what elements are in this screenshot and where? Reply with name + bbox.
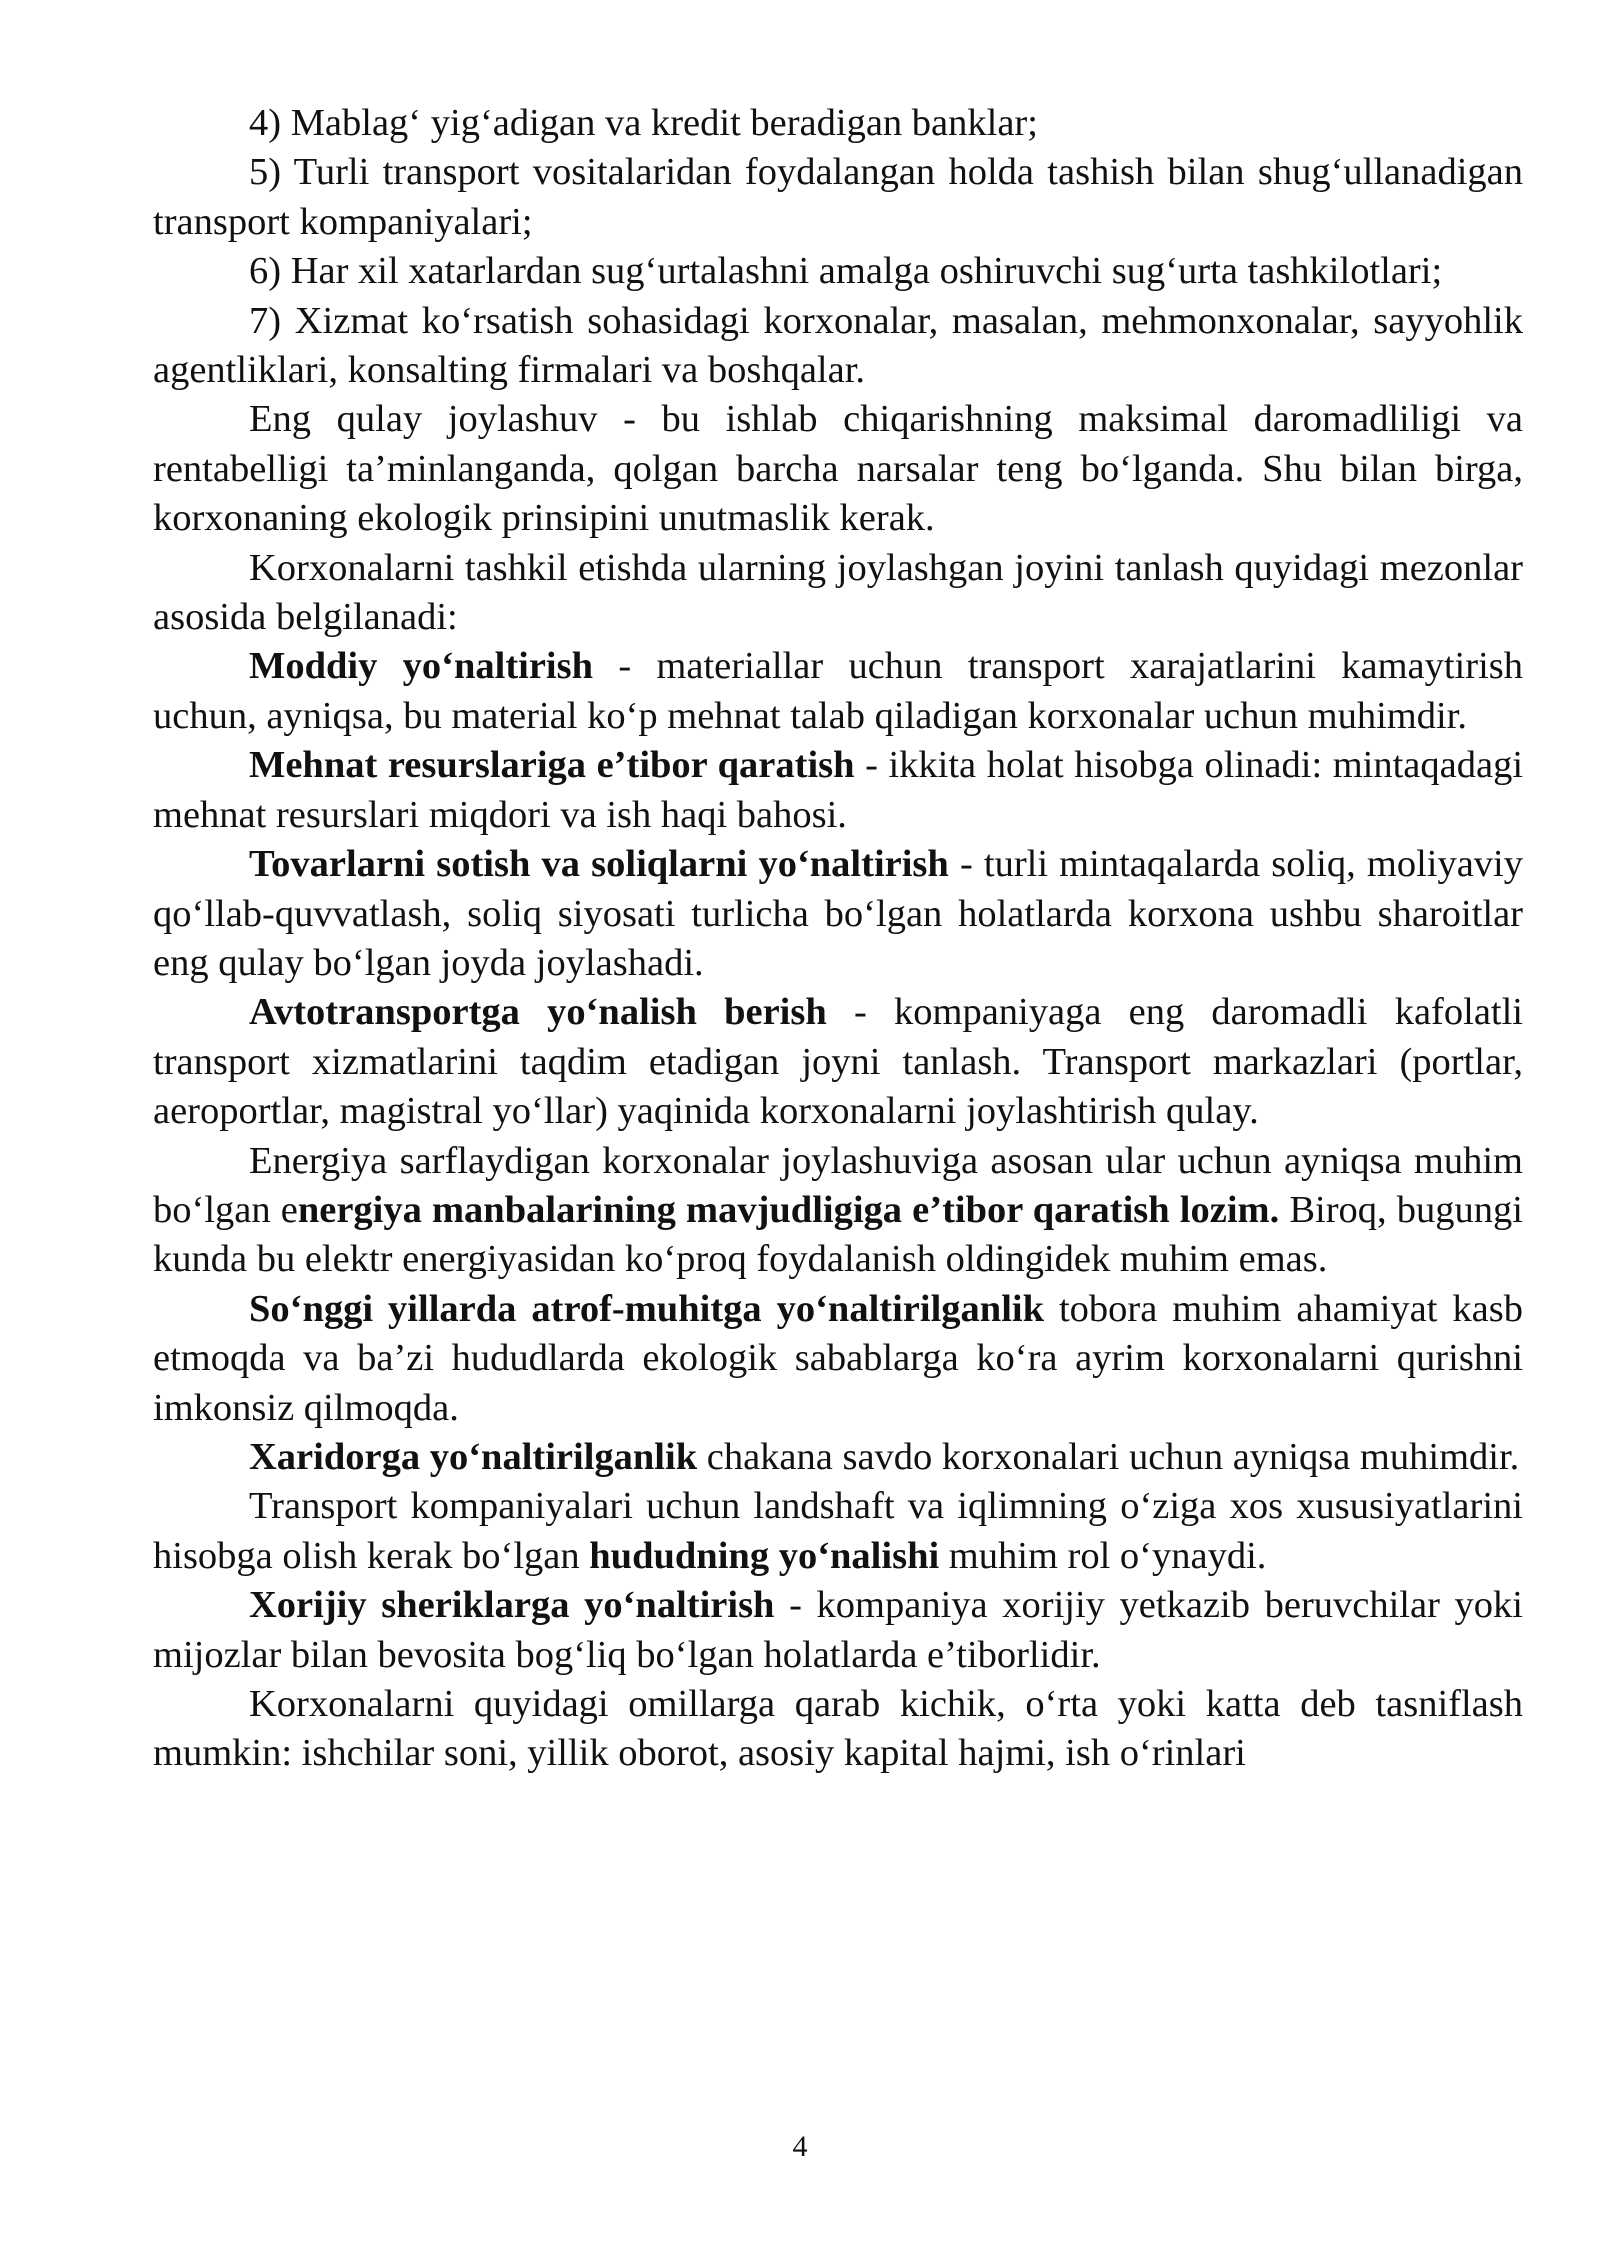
paragraph [153,1137,1523,1285]
bold-term: Tovarlarni sotish va soliqlarni yo‘naltirish [249,843,949,886]
document-page [153,99,1523,1779]
text-run: - materiallar uchun transport xarajatlarini kamaytirish uchun, ayniqsa, bu material ko‘p mehnat talab qiladigan korxonalar uchun muhimdir. [153,645,1524,737]
text-run: tobora muhim ahamiyat kasb etmoqda va ba’zi hududlarda ekologik sabablarga ko‘ra ayrim korxonalarni qurishni imkonsiz qilmoqda. [153,1287,1523,1429]
paragraph [153,840,1523,988]
paragraph [153,148,1523,247]
paragraph [153,642,1523,741]
text-run: Korxonalarni tashkil etishda ularning joylashgan joyini tanlash quyidagi mezonlar asosida belgilanadi: [153,546,1523,639]
text-run: 5) Turli transport vositalaridan foydalangan holda tashish bilan shug‘ullanadigan transport kompaniyalari; [153,151,1523,243]
paragraph [153,741,1523,840]
text-run: 7) Xizmat ko‘rsatish sohasidagi korxonalar, masalan, mehmonxonalar, sayyohlik agentliklari, konsalting firmalari va boshqalar. [153,299,1523,392]
bold-term: hududning yo‘nalishi [589,1534,940,1577]
text-run: Biroq, bugungi kunda bu elektr energiyasidan ko‘proq foydalanish oldingidek muhim emas. [153,1188,1523,1281]
text-run: Eng qulay joylashuv - bu ishlab chiqarishning maksimal daromadliligi va rentabelligi ta’minlanganda, qolgan barcha narsalar teng bo‘lganda. Shu bilan birga, korxonaning ekologik prinsipini unutmaslik kerak. [153,398,1523,540]
bold-term: Xorijiy sheriklarga yo‘naltirish [249,1584,775,1627]
bold-term: Moddiy yo‘naltirish [249,645,594,688]
paragraph [153,1680,1523,1779]
bold-term: Xaridorga yo‘naltirilganlik [249,1435,698,1478]
text-run: - kompaniyaga eng daromadli kafolatli transport xizmatlarini taqdim etadigan joyni tanlash. Transport markazlari (portlar, aeroportlar, magistral yo‘llar) yaqinida korxonalarni joylashtirish qulay. [153,991,1524,1133]
paragraph [153,544,1523,643]
text-run: chakana savdo korxonalari uchun ayniqsa muhimdir. [697,1435,1520,1478]
paragraph [153,99,1523,148]
text-run: 6) Har xil xatarlardan sug‘urtalashni amalga oshiruvchi sug‘urta tashkilotlari; [249,250,1443,293]
document-body [153,99,1523,1779]
bold-term: nergiya manbalarining mavjudligiga e’tibor qaratish lozim. [297,1188,1280,1231]
bold-term: Mehnat resurslariga e’tibor qaratish [249,744,855,787]
bold-term: So‘nggi yillarda atrof-muhitga yo‘naltirilganlik [249,1287,1044,1330]
paragraph [153,247,1523,296]
bold-term: Avtotransportga yo‘nalish berish [249,991,827,1034]
text-run: - turli mintaqalarda soliq, moliyaviy qo‘llab-quvvatlash, soliq siyosati turlicha bo‘lgan holatlarda korxona ushbu sharoitlar eng qulay bo‘lgan joyda joylashadi. [153,843,1524,984]
paragraph [153,1581,1523,1680]
paragraph [153,988,1523,1136]
page-number: 4 [792,2130,808,2163]
text-run: Korxonalarni quyidagi omillarga qarab kichik, o‘rta yoki katta deb tasniflash mumkin: ishchilar soni, yillik oborot, asosiy kapital hajmi, ish o‘rinlari [153,1683,1523,1775]
paragraph [153,1285,1523,1433]
text-run: muhim rol o‘ynaydi. [939,1534,1267,1577]
text-run: - kompaniya xorijiy yetkazib beruvchilar yoki mijozlar bilan bevosita bog‘liq bo‘lgan holatlarda e’tiborlidir. [153,1584,1523,1676]
paragraph [153,1482,1523,1581]
text-run: - ikkita holat hisobga olinadi: mintaqadagi mehnat resurslari miqdori va ish haqi bahosi. [153,744,1524,836]
paragraph [153,395,1523,543]
paragraph [153,297,1523,396]
text-run: Energiya sarflaydigan korxonalar joylashuviga asosan ular uchun ayniqsa muhim bo‘lgan e [153,1139,1523,1231]
paragraph [153,1433,1523,1482]
text-run: 4) Mablag‘ yig‘adigan va kredit beradigan banklar; [249,102,1038,144]
text-run: Transport kompaniyalari uchun landshaft va iqlimning o‘ziga xos xususiyatlarini hisobga olish kerak bo‘lgan [153,1485,1523,1577]
